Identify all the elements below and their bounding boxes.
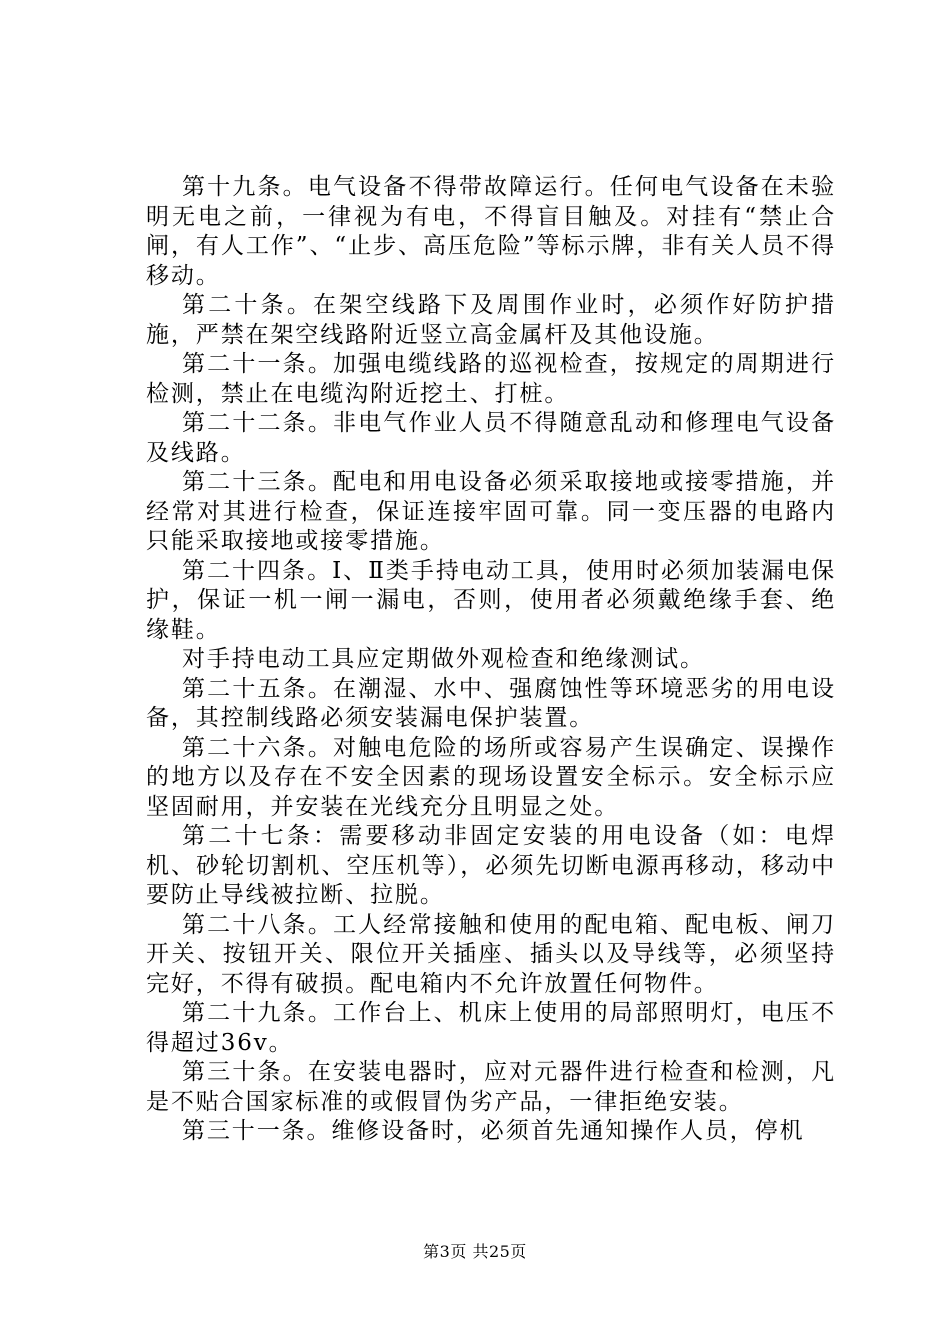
paragraph-article-22: 第二十二条。非电气作业人员不得随意乱动和修理电气设备及线路。 [146, 410, 836, 466]
document-body [146, 173, 836, 1147]
paragraph-article-26: 第二十六条。对触电危险的场所或容易产生误确定、误操作的地方以及存在不安全因素的现场设置安全标示。安全标示应坚固耐用，并安装在光线充分且明显之处。 [146, 734, 836, 820]
paragraph-article-20: 第二十条。在架空线路下及周围作业时，必须作好防护措施，严禁在架空线路附近竖立高金属杆及其他设施。 [146, 292, 836, 348]
paragraph-article-29: 第二十九条。工作台上、机床上使用的局部照明灯，电压不得超过36v。 [146, 1000, 836, 1056]
page-number-label: 第3页 共25页 [423, 1242, 527, 1261]
paragraph-article-23: 第二十三条。配电和用电设备必须采取接地或接零措施，并经常对其进行检查，保证连接牢固可靠。同一变压器的电路内只能采取接地或接零措施。 [146, 469, 836, 554]
page-footer [0, 1242, 950, 1262]
paragraph-article-24-note: 对手持电动工具应定期做外观检查和绝缘测试。 [182, 646, 705, 672]
paragraph-article-25: 第二十五条。在潮湿、水中、强腐蚀性等环境恶劣的用电设备，其控制线路必须安装漏电保护装置。 [146, 675, 836, 731]
paragraph-article-30: 第三十条。在安装电器时，应对元器件进行检查和检测，凡是不贴合国家标准的或假冒伪劣产品，一律拒绝安装。 [146, 1059, 836, 1115]
paragraph-article-21: 第二十一条。加强电缆线路的巡视检查，按规定的周期进行检测，禁止在电缆沟附近挖土、打桩。 [146, 351, 836, 407]
paragraph-article-24: 第二十四条。Ⅰ、Ⅱ类手持电动工具，使用时必须加装漏电保护，保证一机一闸一漏电，否则，使用者必须戴绝缘手套、绝缘鞋。 [146, 557, 836, 643]
paragraph-article-27: 第二十七条：需要移动非固定安装的用电设备（如：电焊机、砂轮切割机、空压机等），必须先切断电源再移动，移动中要防止导线被拉断、拉脱。 [146, 823, 836, 908]
paragraph-article-31: 第三十一条。维修设备时，必须首先通知操作人员，停机 [182, 1118, 805, 1144]
paragraph-article-19: 第十九条。电气设备不得带故障运行。任何电气设备在未验明无电之前，一律视为有电，不得盲目触及。对挂有“禁止合闸，有人工作”、“止步、高压危险”等标示牌，非有关人员不得移动。 [146, 174, 836, 289]
paragraph-article-28: 第二十八条。工人经常接触和使用的配电箱、配电板、闸刀开关、按钮开关、限位开关插座、插头以及导线等，必须坚持完好，不得有破损。配电箱内不允许放置任何物件。 [146, 911, 836, 997]
